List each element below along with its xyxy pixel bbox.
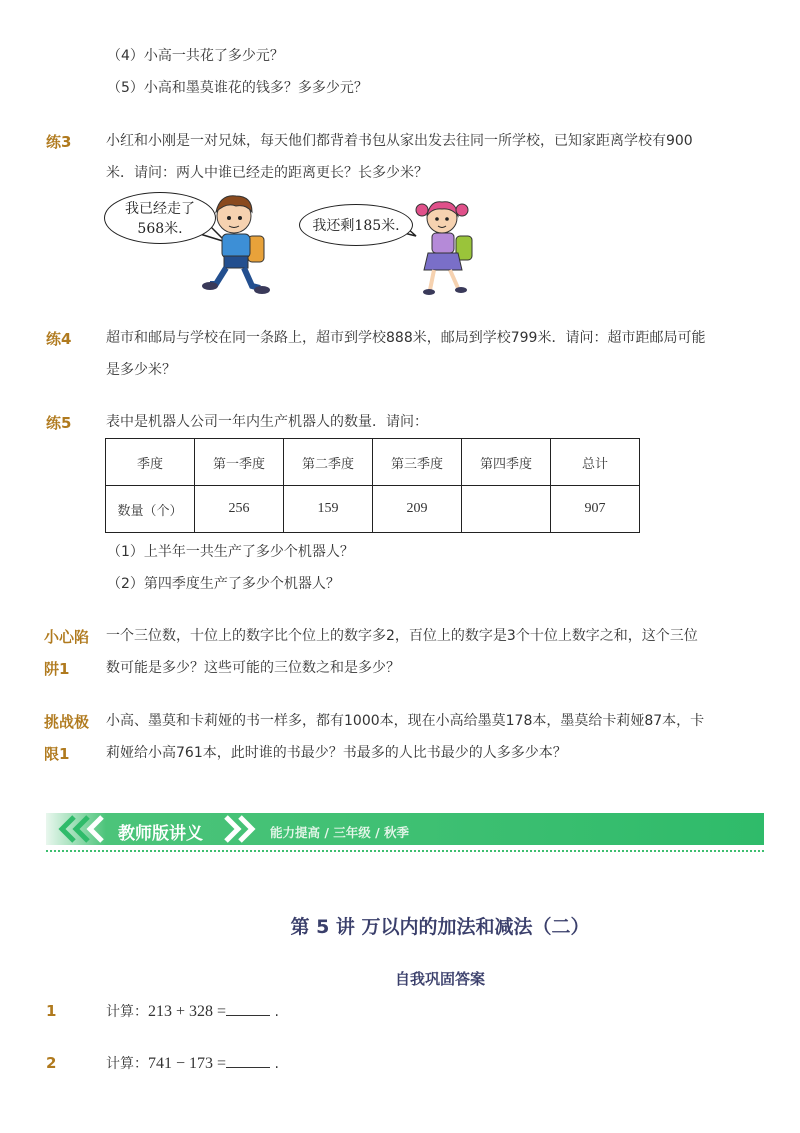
table-header-cell: 季度 bbox=[106, 439, 195, 486]
boy-speech-line-1: 我已经走了 bbox=[125, 201, 195, 217]
answer-prefix: 计算： bbox=[106, 1004, 148, 1020]
challenge-text-line-2: 莉娅给小高761本，此时谁的书最少？书最多的人比书最少的人多多少本？ bbox=[106, 745, 567, 761]
girl-speech-bubble bbox=[299, 204, 413, 246]
prev-question-4: （4）小高一共花了多少元？ bbox=[107, 48, 284, 64]
table-cell-empty bbox=[462, 486, 551, 533]
table-header-cell: 第二季度 bbox=[284, 439, 373, 486]
answer-blank bbox=[226, 1053, 270, 1068]
exercise-5-intro: 表中是机器人公司一年内生产机器人的数量．请问： bbox=[106, 414, 428, 430]
banner-dotted-divider bbox=[46, 850, 764, 852]
table-cell: 256 bbox=[195, 486, 284, 533]
table-cell: 数量（个） bbox=[106, 486, 195, 533]
trap-label-line-1: 小心陷 bbox=[44, 628, 90, 646]
exercise-label-3: 练3 bbox=[46, 133, 72, 151]
right-chevrons-icon bbox=[222, 815, 266, 843]
exercise-4-text-line-1: 超市和邮局与学校在同一条路上，超市到学校888米，邮局到学校799米．请问：超市距邮局可能 bbox=[106, 330, 706, 346]
left-chevrons-icon bbox=[54, 815, 114, 843]
answer-suffix: . bbox=[274, 1004, 279, 1020]
answer-item-2 bbox=[106, 1053, 279, 1074]
banner-title: 教师版讲义 bbox=[118, 824, 203, 844]
table-header-cell: 第三季度 bbox=[373, 439, 462, 486]
table-header-cell: 总计 bbox=[551, 439, 640, 486]
answer-item-1 bbox=[106, 1001, 279, 1022]
answer-number: 2 bbox=[46, 1054, 57, 1072]
girl-speech-text: 我还剩185米. bbox=[312, 218, 400, 234]
table-row bbox=[106, 486, 640, 533]
answer-prefix: 计算： bbox=[106, 1056, 148, 1072]
table-header-row bbox=[106, 439, 640, 486]
answers-subtitle: 自我巩固答案 bbox=[394, 970, 485, 988]
answer-expression: 741 − 173 = bbox=[148, 1055, 227, 1072]
table-cell: 907 bbox=[551, 486, 640, 533]
boy-speech-line-2: 568米. bbox=[137, 221, 183, 237]
exercise-5-question-2: （2）第四季度生产了多少个机器人？ bbox=[107, 576, 340, 592]
answer-blank bbox=[226, 1001, 270, 1016]
boy-walking-illustration bbox=[200, 192, 280, 300]
trap-text-line-2: 数可能是多少？这些可能的三位数之和是多少？ bbox=[106, 660, 400, 676]
exercise-3-text-line-1: 小红和小刚是一对兄妹，每天他们都背着书包从家出发去往同一所学校，已知家距离学校有900 bbox=[106, 133, 693, 149]
robot-production-table bbox=[105, 438, 640, 533]
answer-number: 1 bbox=[46, 1002, 57, 1020]
prev-question-5: （5）小高和墨莫谁花的钱多？多多少元？ bbox=[107, 80, 368, 96]
table-cell: 209 bbox=[373, 486, 462, 533]
table-cell: 159 bbox=[284, 486, 373, 533]
challenge-label-line-2: 限1 bbox=[44, 745, 70, 763]
answer-suffix: . bbox=[274, 1056, 279, 1072]
banner-breadcrumb: 能力提高 / 三年级 / 秋季 bbox=[270, 825, 410, 840]
exercise-4-text-line-2: 是多少米？ bbox=[106, 362, 176, 378]
exercise-3-text-line-2: 米．请问：两人中谁已经走的距离更长？长多少米？ bbox=[106, 165, 428, 181]
trap-label-line-2: 阱1 bbox=[44, 660, 70, 678]
answer-expression: 213 + 328 = bbox=[148, 1003, 227, 1020]
answers-lecture-title: 第 5 讲 万以内的加法和减法（二） bbox=[290, 916, 590, 938]
exercise-5-question-1: （1）上半年一共生产了多少个机器人？ bbox=[107, 544, 354, 560]
table-header-cell: 第四季度 bbox=[462, 439, 551, 486]
table-header-cell: 第一季度 bbox=[195, 439, 284, 486]
exercise-label-5: 练5 bbox=[46, 414, 72, 432]
exercise-label-4: 练4 bbox=[46, 330, 72, 348]
challenge-text-line-1: 小高、墨莫和卡莉娅的书一样多，都有1000本，现在小高给墨莫178本，墨莫给卡莉娅87本，卡 bbox=[106, 713, 705, 729]
girl-walking-illustration bbox=[412, 196, 484, 300]
challenge-label-line-1: 挑战极 bbox=[44, 713, 90, 731]
trap-text-line-1: 一个三位数，十位上的数字比个位上的数字多2，百位上的数字是3个十位上数字之和，这个三位 bbox=[106, 628, 698, 644]
